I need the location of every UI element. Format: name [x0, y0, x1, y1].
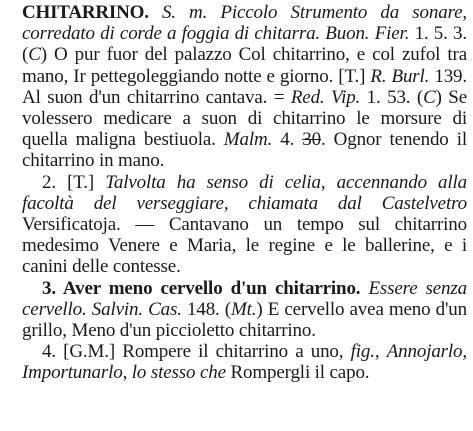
text-segment: ) E cervello avea meno d'un grillo, Meno d'un piccioletto chitarrino. [22, 298, 467, 342]
text-segment: Essere senza cervello. Salvin. Cas. [22, 277, 467, 320]
text-segment: fig. [350, 341, 375, 363]
text-segment: R. Burl. [370, 65, 430, 87]
text-segment: . Ognor tenendo il chitarrino in mano. [22, 129, 467, 172]
text-segment: 3. Aver meno cervello d'un chitarrino. [42, 277, 361, 299]
text-segment: 4. [G.M.] Rompere il chitarrino a uno, [42, 341, 351, 363]
text-segment: Annojarlo, Importunarlo, lo stesso che [22, 341, 467, 384]
text-segment: 1. 5. 3. ( [22, 23, 467, 66]
text-segment: Rompergli il capo. [225, 362, 370, 384]
sense-2 [22, 172, 467, 278]
text-segment: Red. Vip. [290, 86, 361, 108]
text-segment: S. m. Piccolo Strumento da sonare, corredato di corde a foggia di chitarra. Buon. Fier. [22, 2, 467, 45]
text-segment: CHITARRINO. [22, 2, 149, 23]
text-segment [149, 2, 162, 23]
text-segment: 30 [302, 129, 321, 151]
text-segment: C [423, 86, 436, 108]
sense-4 [22, 341, 467, 383]
sense-3 [22, 278, 467, 342]
text-segment: ) Se volessero medicare a suon di chitarrino le morsure di quella maligna bestiuola. [22, 86, 468, 151]
text-segment: Versificatoja. — Cantavano un tempo sul chitarrino medesimo Venere e Maria, le regine e le ballerine, e i canini delle contesse. [22, 214, 467, 278]
text-segment: 1. 53. ( [360, 86, 424, 108]
text-segment: C [28, 44, 41, 66]
text-segment: Talvolta ha senso di celia, accennando alla facoltà del verseggiare, chiamata dal Castelvetro [22, 171, 467, 214]
entry-definition [22, 2, 467, 172]
text-segment: Mt. [231, 298, 257, 320]
text-segment: 4. [272, 129, 303, 151]
text-segment: 139. Al suon d'un chitarrino cantava. = [22, 65, 468, 108]
text-segment: Malm. [223, 129, 273, 151]
text-segment: ) O pur fuor del palazzo Col chitarrino, e col zufol tra mano, Ir pettegoleggiando notte e giorno. [T.] [22, 44, 467, 87]
text-segment: , [374, 341, 387, 363]
text-segment: 148. ( [181, 298, 231, 320]
text-segment: 2. [T.] [42, 171, 106, 193]
